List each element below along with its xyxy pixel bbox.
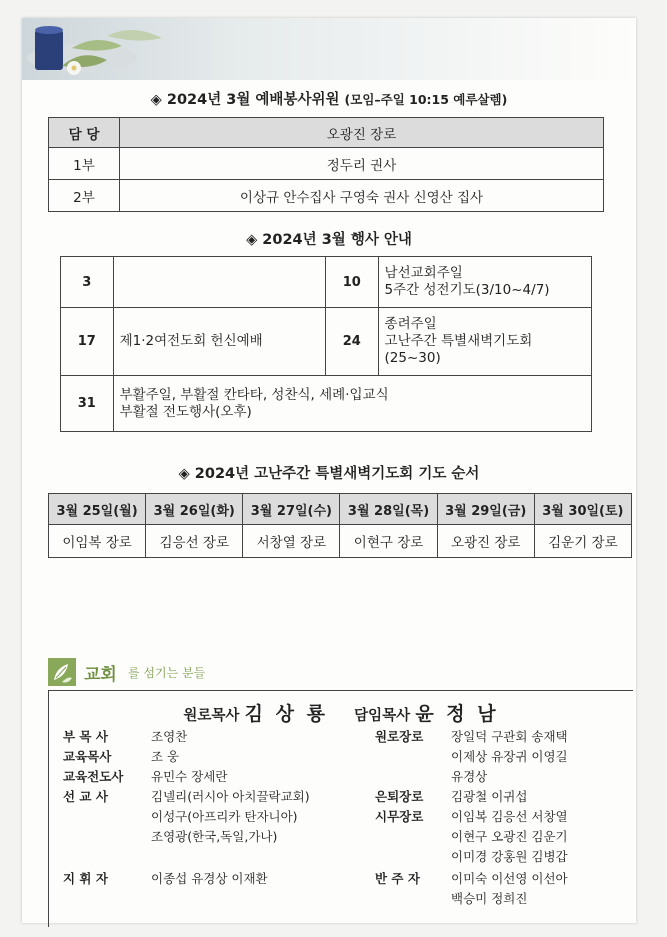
staff-names: 유경상 [451, 769, 488, 784]
prayer-leader: 이임복 장로 [49, 525, 146, 558]
staff-names: 이임복 김응선 서창열 [451, 809, 568, 824]
volunteers-title: ◈ 2024년 3월 예배봉사위원 [150, 92, 340, 108]
event-date: 10 [325, 257, 378, 308]
staff-names: 이현구 오광진 김운기 [451, 829, 568, 844]
table-row [61, 376, 592, 432]
prayer-leader: 오광진 장로 [437, 525, 534, 558]
prayer-day: 3월 27일(수) [243, 494, 340, 525]
event-line: (25~30) [384, 350, 441, 366]
church-staff-header [48, 658, 638, 686]
event-line: 5주간 성전기도(3/10~4/7) [384, 282, 550, 298]
event-date: 31 [61, 376, 114, 432]
service-volunteers: 정두리 권사 [120, 148, 604, 180]
volunteers-title-line [22, 88, 636, 109]
event-description [378, 308, 591, 376]
volunteers-subtitle: (모임–주일 10:15 예루살렘) [344, 92, 508, 107]
event-description [113, 257, 325, 308]
prayer-day: 3월 28일(목) [340, 494, 437, 525]
event-line: 부활절 전도행사(오후) [119, 403, 252, 420]
table-row [49, 494, 632, 525]
staff-role-label: 지 휘 자 [63, 871, 108, 886]
events-title: ◈ 2024년 3월 행사 안내 [246, 232, 412, 248]
bulletin-page [22, 18, 636, 923]
staff-role-label: 시무장로 [375, 809, 424, 824]
staff-role-label: 원로장로 [375, 729, 424, 744]
header-label: 담 당 [49, 118, 120, 148]
service-volunteers: 이상규 안수집사 구영숙 권사 신영산 집사 [120, 180, 604, 212]
staff-role-label: 교육목사 [63, 749, 112, 764]
pastors-line [49, 699, 633, 726]
event-line: 남선교회주일 [384, 265, 463, 281]
event-date: 17 [61, 308, 114, 376]
prayer-day: 3월 25일(월) [49, 494, 146, 525]
event-line: 종려주일 [384, 316, 437, 332]
header-value: 오광진 장로 [120, 118, 604, 148]
prayer-day: 3월 26일(화) [146, 494, 243, 525]
emeritus-pastor-name: 김 상 룡 [244, 703, 328, 725]
event-date: 3 [61, 257, 114, 308]
staff-role-label: 반 주 자 [375, 871, 420, 886]
candle-decoration-image [22, 18, 636, 88]
events-table [60, 256, 592, 432]
staff-names: 조영찬 [151, 729, 188, 744]
staff-names: 유민수 장세란 [151, 769, 228, 784]
event-description [378, 257, 591, 308]
emeritus-pastor-role: 원로목사 [183, 708, 240, 724]
church-header-sub: 를 섬기는 분들 [128, 666, 206, 680]
prayer-day: 3월 30일(토) [534, 494, 631, 525]
table-row [49, 180, 604, 212]
staff-role-label: 은퇴장로 [375, 789, 424, 804]
staff-names: 백승미 정희진 [451, 891, 528, 906]
staff-names: 이성구(아프리카 탄자니아) [151, 809, 298, 824]
staff-names: 이제상 유장귀 이영길 [451, 749, 568, 764]
prayer-leader: 이현구 장로 [340, 525, 437, 558]
table-row [49, 148, 604, 180]
staff-names: 조 웅 [151, 749, 180, 764]
church-header-main: 교회 [84, 665, 117, 685]
event-line: 제1·2여전도회 헌신예배 [119, 333, 263, 349]
staff-role-label: 부 목 사 [63, 729, 108, 744]
service-label: 2부 [49, 180, 120, 212]
prayer-schedule-table [48, 493, 632, 558]
table-row [49, 118, 604, 148]
event-date: 24 [325, 308, 378, 376]
staff-names: 장일덕 구관회 송재택 [451, 729, 568, 744]
staff-names: 이미숙 이선영 이선아 [451, 871, 568, 886]
senior-pastor-role: 담임목사 [354, 708, 411, 724]
event-line: 부활주일, 부활절 칸타타, 성찬식, 세례·입교식 [119, 386, 389, 403]
prayer-leader: 김운기 장로 [534, 525, 631, 558]
prayer-day: 3월 29일(금) [437, 494, 534, 525]
staff-names: 김광철 이귀섭 [451, 789, 528, 804]
table-row [61, 308, 592, 376]
staff-names: 조영광(한국,독일,가나) [151, 829, 278, 844]
staff-names: 이미경 강홍원 김병갑 [451, 849, 568, 864]
event-description [113, 376, 591, 432]
event-line: 고난주간 특별새벽기도회 [384, 333, 533, 349]
church-staff-box [48, 690, 633, 927]
prayer-title: ◈ 2024년 고난주간 특별새벽기도회 기도 순서 [178, 466, 480, 482]
staff-role-label: 교육전도사 [63, 769, 124, 784]
event-description [113, 308, 325, 376]
table-row [61, 257, 592, 308]
table-row [49, 525, 632, 558]
service-label: 1부 [49, 148, 120, 180]
volunteers-table [48, 117, 604, 212]
prayer-leader: 서창열 장로 [243, 525, 340, 558]
staff-role-label: 선 교 사 [63, 789, 108, 804]
leaf-icon [48, 658, 76, 686]
staff-names: 김넬리(러시아 아치끌락교회) [151, 789, 310, 804]
prayer-leader: 김응선 장로 [146, 525, 243, 558]
senior-pastor-name: 윤 정 남 [415, 703, 499, 725]
staff-names: 이종섭 유경상 이재환 [151, 871, 268, 886]
